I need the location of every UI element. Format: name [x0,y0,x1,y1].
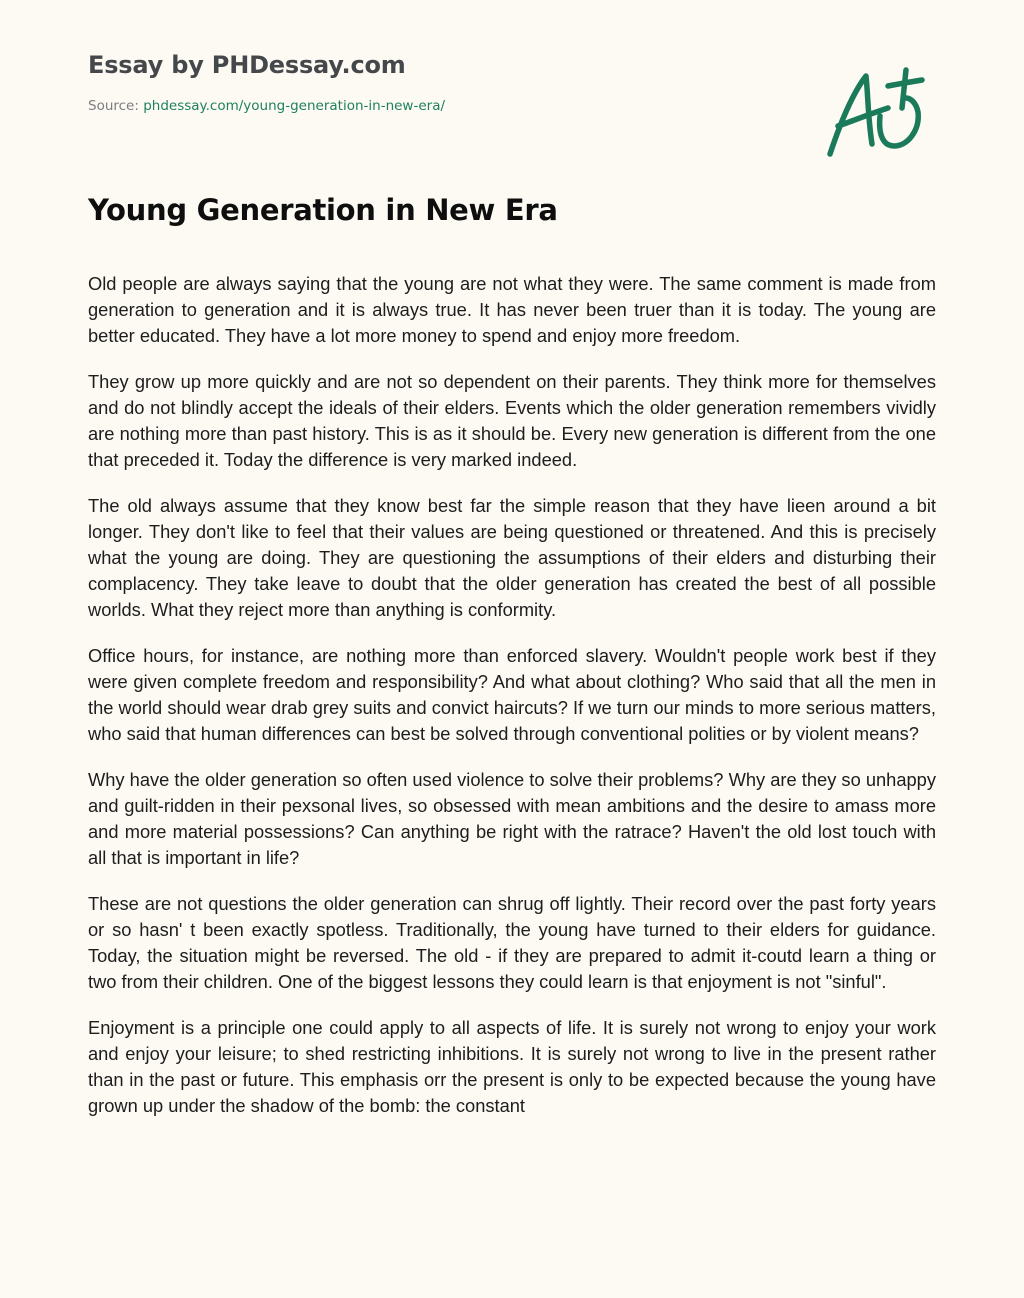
source-line [88,96,938,116]
source-label: Source: [88,98,144,114]
brand-title: Essay by PHDessay.com [88,51,406,79]
source-link[interactable]: phdessay.com/young-generation-in-new-era/ [143,98,446,114]
essay-paragraph: The old always assume that they know best far the simple reason that they have lieen around a bit longer. They don't like to feel that their values are being questioned or threatened. And this is precisely what the young are doing. They are questioning the assumptions of their elders and disturbing their complacency. They take leave to doubt that the older generation has created the best of all possible worlds. What they reject more than anything is conformity. [88,495,936,620]
essay-title: Young Generation in New Era [88,193,558,227]
a-plus-grade-icon [822,64,932,164]
essay-paragraph: Why have the older generation so often used violence to solve their problems? Why are they so unhappy and guilt-ridden in their pexsonal lives, so obsessed with mean ambitions and the desire to amass more and more material possessions? Can anything be right with the ratrace? Haven't the old lost touch with all that is important in life? [88,769,936,868]
essay-paragraph: Office hours, for instance, are nothing more than enforced slavery. Wouldn't people work best if they were given complete freedom and responsibility? And what about clothing? Who said that all the men in the world should wear drab grey suits and convict haircuts? If we turn our minds to more serious matters, who said that human differences can best be solved through conventional polities or by violent means? [88,645,936,744]
page-header [88,48,938,116]
essay-paragraph: They grow up more quickly and are not so dependent on their parents. They think more for themselves and do not blindly accept the ideals of their elders. Events which the older generation remembers vividly are nothing more than past history. This is as it should be. Every new generation is different from the one that preceded it. Today the difference is very marked indeed. [88,371,936,470]
essay-paragraph: These are not questions the older generation can shrug off lightly. Their record over the past forty years or so hasn' t been exactly spotless. Traditionally, the young have turned to their elders for guidance. Today, the situation might be reversed. The old - if they are prepared to admit it-coutd learn a thing or two from their children. One of the biggest lessons they could learn is that enjoyment is not "sinful". [88,893,936,992]
essay-paragraph: Old people are always saying that the young are not what they were. The same comment is made from generation to generation and it is always true. It has never been truer than it is today. The young are better educated. They have a lot more money to spend and enjoy more freedom. [88,273,936,346]
essay-paragraph: Enjoyment is a principle one could apply to all aspects of life. It is surely not wrong to enjoy your work and enjoy your leisure; to shed restricting inhibitions. It is surely not wrong to live in the present rather than in the past or future. This emphasis orr the present is only to be expected because the young have grown up under the shadow of the bomb: the constant [88,1017,936,1116]
essay-body [88,271,936,1139]
